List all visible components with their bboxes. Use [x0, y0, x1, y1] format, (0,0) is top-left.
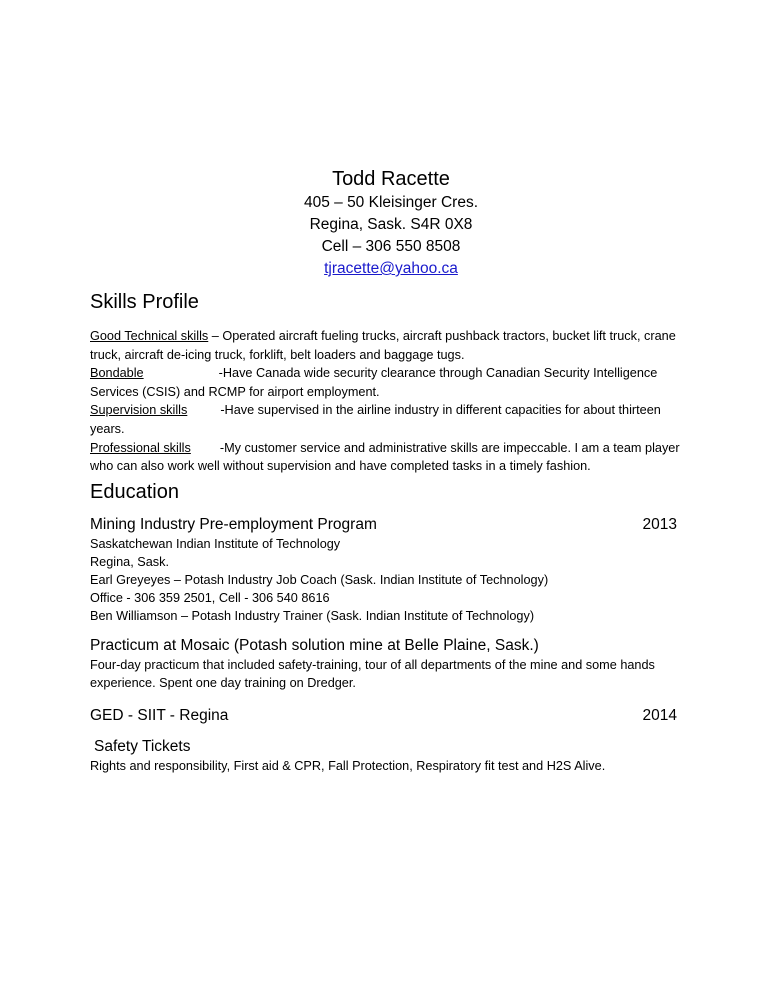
program-year: 2013 — [642, 515, 677, 533]
ged-year: 2014 — [642, 706, 677, 724]
detail-line: Regina, Sask. — [90, 554, 169, 569]
education-practicum — [90, 636, 690, 692]
skills-heading: Skills Profile — [90, 291, 199, 313]
skill-professional — [90, 439, 690, 476]
skill-label: Professional skills — [90, 440, 191, 455]
resume-body — [90, 289, 690, 775]
skill-text: -Have supervised in the airline industry in different capacities for about thirteen years. — [90, 403, 661, 436]
education-safety — [90, 737, 690, 775]
skill-label: Good Technical skills — [90, 329, 209, 343]
address-line-2: Regina, Sask. S4R 0X8 — [309, 216, 473, 233]
safety-title: Safety Tickets — [94, 737, 191, 755]
skill-text: – Operated aircraft fueling trucks, aircraft pushback tractors, bucket lift truck, crane truck, aircraft de-icing truck, forklift, belt loaders and baggage tugs. — [90, 329, 676, 362]
program-title: Mining Industry Pre-employment Program — [90, 515, 377, 533]
skill-label: Supervision skills — [90, 403, 188, 418]
education-ged — [90, 706, 690, 726]
skills-list — [90, 327, 690, 476]
detail-line: Saskatchewan Indian Institute of Technology — [90, 536, 341, 551]
education-mining — [90, 515, 690, 625]
detail-line: Earl Greyeyes – Potash Industry Job Coach (Sask. Indian Institute of Technology) — [90, 572, 549, 587]
applicant-name: Todd Racette — [332, 168, 450, 190]
education-heading: Education — [90, 480, 179, 503]
detail-line: Ben Williamson – Potash Industry Trainer (Sask. Indian Institute of Technology) — [90, 608, 535, 623]
contact-header — [0, 166, 768, 280]
detail-line: Office - 306 359 2501, Cell - 306 540 8616 — [90, 590, 330, 605]
email-link[interactable]: tjracette@yahoo.ca — [324, 260, 458, 277]
skill-text: -Have Canada wide security clearance through Canadian Security Intelligence Services (CSIS) and RCMP for airport employment. — [90, 366, 658, 399]
skill-text: -My customer service and administrative skills are impeccable. I am a team player who can also work well without supervision and have completed tasks in a timely fashion. — [90, 440, 680, 474]
ged-title: GED - SIIT - Regina — [90, 706, 229, 724]
practicum-title: Practicum at Mosaic (Potash solution mine at Belle Plaine, Sask.) — [90, 636, 539, 654]
skill-technical — [90, 327, 690, 364]
address-line-1: 405 – 50 Kleisinger Cres. — [303, 194, 479, 211]
practicum-text: Four-day practicum that included safety-training, tour of all departments of the mine and some hands experience. Spent one day training on Dredger. — [90, 657, 655, 690]
safety-text: Rights and responsibility, First aid & CPR, Fall Protection, Respiratory fit test and H2S Alive. — [90, 758, 606, 773]
skill-bondable — [90, 364, 690, 401]
skill-supervision — [90, 401, 690, 438]
skill-label: Bondable — [90, 366, 144, 381]
cell-phone: Cell – 306 550 8508 — [321, 238, 461, 255]
